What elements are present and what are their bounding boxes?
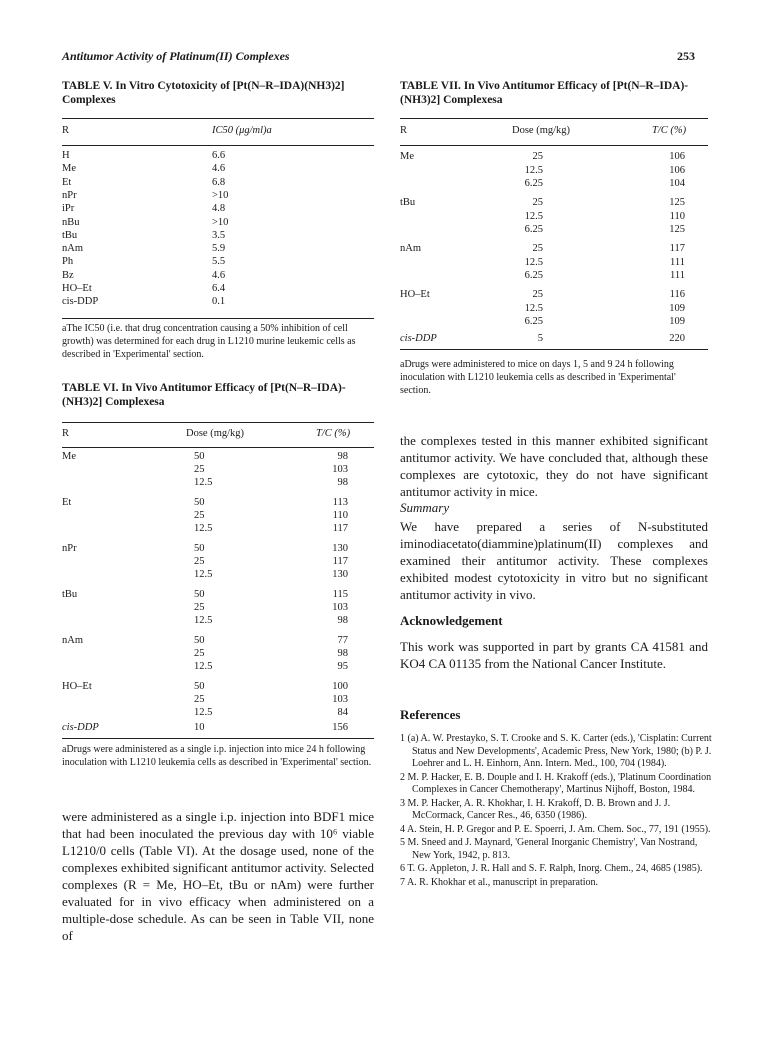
table6-r-cell: Et bbox=[62, 497, 72, 508]
table6-header-rule bbox=[62, 447, 374, 448]
table6-dose-cell: 50 bbox=[194, 635, 205, 646]
table6-dose-cell: 50 bbox=[194, 543, 205, 554]
table7-dose-cell: 12.5 bbox=[524, 302, 543, 314]
references-heading: References bbox=[400, 707, 461, 722]
table5-col-ic50: IC50 (μg/ml)a bbox=[212, 125, 272, 136]
table6-dose-cell: 50 bbox=[194, 681, 205, 692]
table7-col-r: R bbox=[400, 125, 408, 136]
table7-tc-cell: 125 bbox=[669, 224, 685, 235]
table7-col-dose: Dose (mg/kg) bbox=[512, 125, 571, 136]
table7-tc-cell: 106 bbox=[669, 164, 685, 176]
table7-dose-cell: 6.25 bbox=[524, 224, 543, 235]
table6-r-cell: Me bbox=[62, 451, 76, 462]
table5-value-cell: 4.6 bbox=[212, 269, 226, 281]
table7-tc-cell: 111 bbox=[670, 256, 685, 268]
table7-tc-cell: 109 bbox=[669, 302, 685, 314]
table7-r-cell: nAm bbox=[400, 243, 421, 254]
table6-dose-cell: 12.5 bbox=[194, 707, 213, 719]
table7-tc-cell: 106 bbox=[669, 151, 685, 162]
table6-tc-cell: 156 bbox=[332, 722, 348, 733]
summary-text: We have prepared a series of N-substituted iminodiacetato(diammine)platinum(II) complexes and examined their antitumor activity. These complexes exhibited modest cytotoxicity in vitro but no significant antitumor activity in vivo. bbox=[400, 519, 708, 602]
table6-tc-cell: 117 bbox=[332, 523, 348, 535]
table6-tc-cell: 77 bbox=[337, 635, 348, 646]
acknowledgement-heading: Acknowledgement bbox=[400, 613, 503, 628]
table6-r-cell: nPr bbox=[62, 543, 77, 554]
table6-tc-cell: 98 bbox=[337, 615, 348, 627]
table5-r-cell: cis-DDP bbox=[62, 296, 99, 308]
table6-dose-cell: 25 bbox=[194, 694, 205, 706]
table5-value-cell: 4.8 bbox=[212, 203, 226, 215]
table5-header-rule bbox=[62, 145, 374, 146]
right-column-body: the complexes tested in this manner exhibited significant antitumor activity. We have concluded that, although these complexes are cytotoxic, they do not have significant antitumor activity in mice. bbox=[400, 433, 708, 499]
table5-footnote: aThe IC50 (i.e. that drug concentration causing a 50% inhibition of cell growth) was determined for each drug in L1210 murine leukemic cells as described in 'Experimental' section. bbox=[62, 323, 356, 360]
table7-dose-cell: 25 bbox=[532, 197, 543, 208]
table6-dose-cell: 12.5 bbox=[194, 661, 213, 673]
reference-item: 1 (a) A. W. Prestayko, S. T. Crooke and S. K. Carter (eds.), 'Cisplatin: Current Status and New Developments', Academic Press, New York, 1980; (b) P. J. Loehrer and L. H. Einhorn, Ann. Intern. Med., 100, 704 (1984). bbox=[400, 733, 712, 769]
table7-r-cell: Me bbox=[400, 151, 414, 162]
table6-tc-cell: 95 bbox=[337, 661, 348, 673]
table7-bottom-rule bbox=[400, 349, 708, 350]
table7-dose-cell: 6.25 bbox=[524, 178, 543, 189]
table7-header-rule bbox=[400, 145, 708, 146]
table7-dose-cell: 12.5 bbox=[524, 256, 543, 268]
table6-dose-cell: 12.5 bbox=[194, 569, 213, 581]
table6-dose-cell: 50 bbox=[194, 589, 205, 600]
table7-dose-cell: 6.25 bbox=[524, 270, 543, 281]
table6-dose-cell: 12.5 bbox=[194, 523, 213, 535]
table6-tc-cell: 110 bbox=[332, 510, 348, 522]
table6-top-rule bbox=[62, 422, 374, 423]
table5-value-cell: >10 bbox=[212, 189, 229, 201]
table7-r-cell: tBu bbox=[400, 197, 416, 208]
table5-value-cell: 3.5 bbox=[212, 229, 226, 241]
table5-value-cell: 4.6 bbox=[212, 163, 226, 175]
table6-dose-cell: 12.5 bbox=[194, 477, 213, 489]
table6-dose-cell: 12.5 bbox=[194, 615, 213, 627]
table5-r-cell: nPr bbox=[62, 189, 77, 201]
reference-item: 2 M. P. Hacker, E. B. Douple and I. H. Krakoff (eds.), 'Platinum Coordination Complexes in Cancer Chemotherapy', Martinus Nijhoff, Boston, 1984. bbox=[400, 771, 712, 795]
table5-value-cell: 0.1 bbox=[212, 296, 226, 308]
table6-col-dose: Dose (mg/kg) bbox=[186, 428, 245, 439]
table5-value-cell: >10 bbox=[212, 216, 229, 228]
table7-top-rule bbox=[400, 118, 708, 119]
table6-dose-cell: 25 bbox=[194, 510, 205, 522]
table7-dose-cell: 6.25 bbox=[524, 316, 543, 327]
table7-dose-cell: 25 bbox=[532, 289, 543, 300]
table6-col-r: R bbox=[62, 428, 70, 439]
table5-r-cell: iPr bbox=[62, 203, 75, 215]
reference-item: 7 A. R. Khokhar et al., manuscript in preparation. bbox=[400, 876, 599, 888]
table5-r-cell: Ph bbox=[62, 256, 74, 268]
left-column-body: were administered as a single i.p. injection into BDF1 mice that had been inoculated the previous day with 10⁶ viable L1210/0 cells (Table VI). At the dosage used, none of the complexes exhibited significant antitumor activity. Selected complexes (R = Me, HO–Et, tBu or nAm) were further evaluated for in vivo efficacy when administered on a multiple-dose schedule. As can be seen in Table VII, none of bbox=[62, 809, 374, 943]
table6-tc-cell: 130 bbox=[332, 543, 348, 554]
acknowledgement-text: This work was supported in part by grants CA 41581 and KO4 CA 01135 from the National Cancer Institute. bbox=[400, 639, 708, 671]
table6-r-cell: HO–Et bbox=[62, 681, 92, 692]
summary-heading: Summary bbox=[400, 500, 450, 515]
table5-r-cell: HO–Et bbox=[62, 283, 92, 294]
table7-tc-cell: 109 bbox=[669, 316, 685, 327]
table6-dose-cell: 25 bbox=[194, 556, 205, 568]
table5-top-rule bbox=[62, 118, 374, 119]
references-list bbox=[400, 733, 712, 890]
table6-caption: TABLE VI. In Vivo Antitumor Efficacy of [Pt(N–R–IDA)-(NH3)2] Complexesa bbox=[62, 382, 346, 408]
table6-col-tc: T/C (%) bbox=[316, 428, 351, 439]
table7-dose-cell: 25 bbox=[532, 151, 543, 162]
reference-item: 5 M. Sneed and J. Maynard, 'General Inorganic Chemistry', Van Nostrand, New York, 1942, p. 813. bbox=[400, 837, 698, 861]
table7-tc-cell: 220 bbox=[669, 333, 685, 344]
reference-item: 3 M. P. Hacker, A. R. Khokhar, I. H. Krakoff, D. B. Brown and J. J. McCormack, Cancer Res., 46, 6350 (1986). bbox=[400, 797, 671, 821]
table6-tc-cell: 98 bbox=[337, 648, 348, 660]
table7-r-cell: HO–Et bbox=[400, 289, 430, 300]
table7-tc-cell: 110 bbox=[669, 210, 685, 222]
table6-tc-cell: 130 bbox=[332, 569, 348, 581]
reference-item: 6 T. G. Appleton, J. R. Hall and S. F. Ralph, Inorg. Chem., 24, 4685 (1985). bbox=[400, 863, 703, 874]
table5-r-cell: Me bbox=[62, 163, 76, 175]
table5-r-cell: nBu bbox=[62, 216, 80, 228]
table6-tc-cell: 84 bbox=[337, 707, 348, 719]
table5-caption: TABLE V. In Vitro Cytotoxicity of [Pt(N–R–IDA)(NH3)2] Complexes bbox=[62, 80, 345, 106]
table5-r-cell: nAm bbox=[62, 243, 83, 255]
table6-bottom-rule bbox=[62, 738, 374, 739]
table5-value-cell: 6.8 bbox=[212, 176, 226, 188]
table6-dose-cell: 10 bbox=[194, 722, 205, 733]
table5-r-cell: tBu bbox=[62, 229, 78, 241]
table7-caption: TABLE VII. In Vivo Antitumor Efficacy of [Pt(N–R–IDA)-(NH3)2] Complexesa bbox=[400, 80, 689, 106]
table7-r-cell: cis-DDP bbox=[400, 333, 437, 344]
table6-dose-cell: 50 bbox=[194, 497, 205, 508]
table6-dose-cell: 50 bbox=[194, 451, 205, 462]
table6-tc-cell: 103 bbox=[332, 602, 348, 614]
table5-r-cell: Bz bbox=[62, 269, 74, 281]
table6-footnote: aDrugs were administered as a single i.p. injection into mice 24 h following inoculation with L1210 leukemia cells as described in 'Experimental' section. bbox=[62, 744, 372, 768]
table6-tc-cell: 98 bbox=[337, 477, 348, 489]
table7-dose-cell: 12.5 bbox=[524, 210, 543, 222]
table5-value-cell: 6.6 bbox=[212, 150, 226, 161]
table6-dose-cell: 25 bbox=[194, 464, 205, 476]
table6-r-cell: nAm bbox=[62, 635, 83, 646]
table7-tc-cell: 125 bbox=[669, 197, 685, 208]
table7-tc-cell: 104 bbox=[669, 178, 685, 189]
table7-tc-cell: 117 bbox=[669, 243, 685, 254]
table6-dose-cell: 25 bbox=[194, 648, 205, 660]
table7-dose-cell: 12.5 bbox=[524, 164, 543, 176]
table7-tc-cell: 111 bbox=[670, 270, 685, 281]
table7-dose-cell: 25 bbox=[532, 243, 543, 254]
reference-item: 4 A. Stein, H. P. Gregor and P. E. Spoerri, J. Am. Chem. Soc., 77, 191 (1955). bbox=[400, 823, 711, 835]
table5-r-cell: H bbox=[62, 150, 70, 161]
table6-r-cell: tBu bbox=[62, 589, 78, 600]
table6-r-cell: cis-DDP bbox=[62, 722, 99, 733]
table5-col-r: R bbox=[62, 125, 70, 136]
table6-tc-cell: 117 bbox=[332, 556, 348, 568]
table5-value-cell: 5.5 bbox=[212, 256, 226, 268]
running-title: Antitumor Activity of Platinum(II) Complexes bbox=[62, 49, 290, 63]
table7-footnote: aDrugs were administered to mice on days 1, 5 and 9 24 h following inoculation with L1210 leukemia cells as described in 'Experimental' section. bbox=[400, 359, 676, 396]
table7-dose-cell: 5 bbox=[537, 333, 543, 344]
table5-r-cell: Et bbox=[62, 176, 72, 188]
table6-dose-cell: 25 bbox=[194, 602, 205, 614]
table7-tc-cell: 116 bbox=[669, 289, 685, 300]
table7-col-tc: T/C (%) bbox=[652, 125, 687, 136]
table6-tc-cell: 103 bbox=[332, 694, 348, 706]
table5-value-cell: 6.4 bbox=[212, 283, 226, 294]
table6-tc-cell: 98 bbox=[337, 451, 348, 462]
table6-tc-cell: 100 bbox=[332, 681, 348, 692]
page-number: 253 bbox=[677, 49, 695, 63]
table6-tc-cell: 103 bbox=[332, 464, 348, 476]
table5-bottom-rule bbox=[62, 318, 374, 319]
table6-tc-cell: 115 bbox=[332, 589, 348, 600]
table5-value-cell: 5.9 bbox=[212, 243, 226, 255]
table6-tc-cell: 113 bbox=[332, 497, 348, 508]
